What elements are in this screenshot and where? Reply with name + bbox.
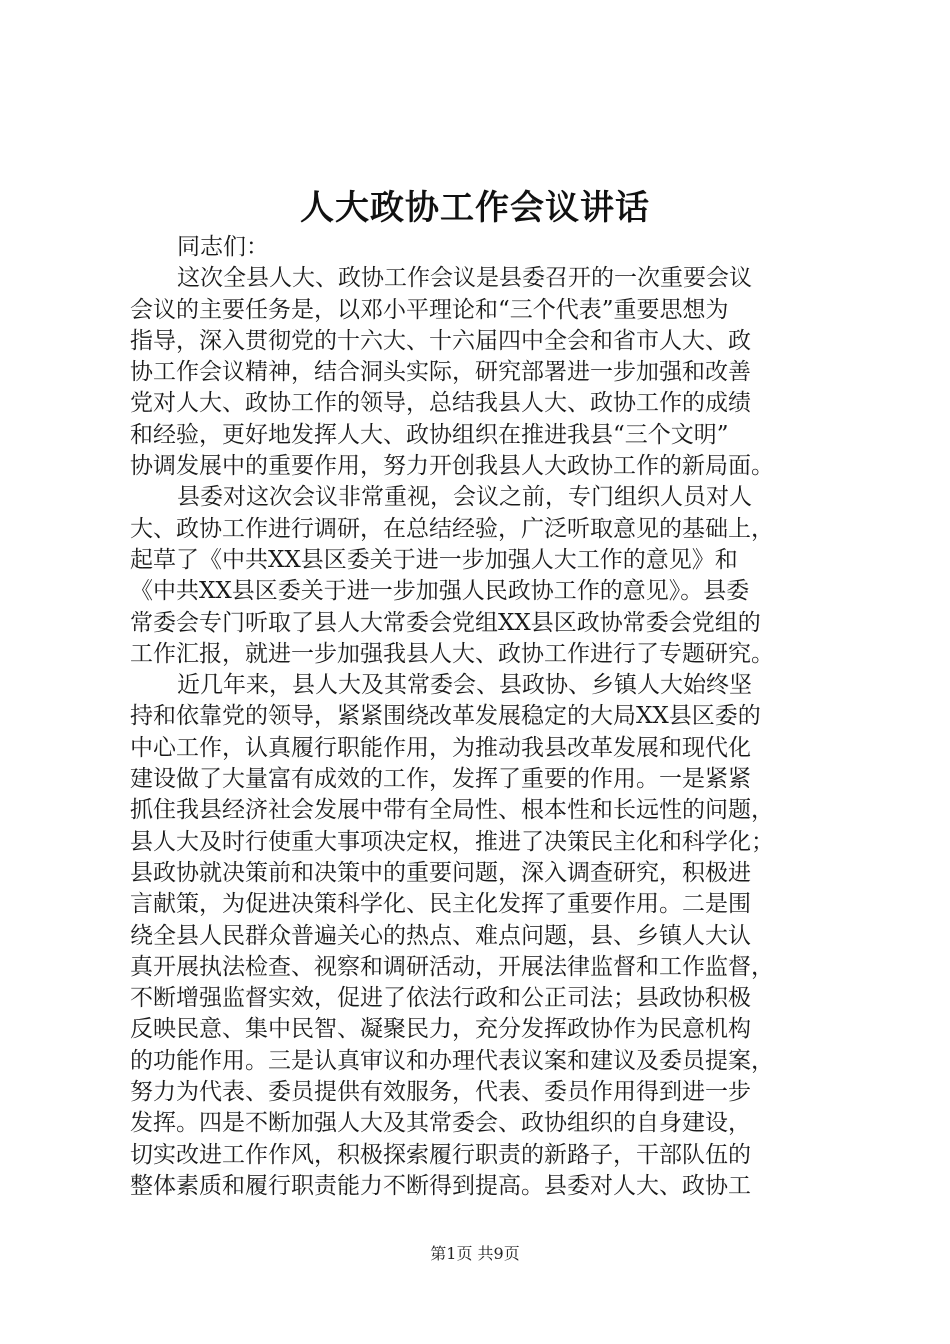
text-line: 建设做了大量富有成效的工作，发挥了重要的作用。一是紧紧 (130, 766, 751, 793)
text-line: 县委对这次会议非常重视，会议之前，专门组织人员对人 (177, 484, 752, 511)
text-line: 协调发展中的重要作用，努力开创我县人大政协工作的新局面。 (130, 453, 774, 480)
text-line: 不断增强监督实效，促进了依法行政和公正司法；县政协积极 (130, 985, 751, 1012)
text-line: 的功能作用。三是认真审议和办理代表议案和建议及委员提案， (130, 1047, 774, 1074)
document-body (130, 232, 842, 1202)
text-line: 抓住我县经济社会发展中带有全局性、根本性和长远性的问题， (130, 797, 774, 824)
text-line: 持和依靠党的领导，紧紧围绕改革发展稳定的大局XX县区委的 (130, 703, 761, 730)
document-title: 人大政协工作会议讲话 (300, 188, 650, 228)
text-line: 整体素质和履行职责能力不断得到提高。县委对人大、政协工 (130, 1172, 751, 1199)
text-line: 近几年来，县人大及其常委会、县政协、乡镇人大始终坚 (177, 672, 752, 699)
text-line: 起草了《中共XX县区委关于进一步加强人大工作的意见》和 (130, 546, 738, 573)
text-line: 切实改进工作作风，积极探索履行职责的新路子，干部队伍的 (130, 1141, 751, 1168)
text-line: 努力为代表、委员提供有效服务，代表、委员作用得到进一步 (130, 1079, 751, 1106)
page-footer: 第1页 共9页 (430, 1244, 520, 1263)
text-line: 指导，深入贯彻党的十六大、十六届四中全会和省市人大、政 (130, 327, 751, 354)
text-line: 大、政协工作进行调研，在总结经验，广泛听取意见的基础上， (130, 515, 774, 542)
text-line: 县人大及时行使重大事项决定权，推进了决策民主化和科学化； (130, 828, 774, 855)
text-line: 工作汇报，就进一步加强我县人大、政协工作进行了专题研究。 (130, 640, 774, 667)
text-line: 反映民意、集中民智、凝聚民力，充分发挥政协作为民意机构 (130, 1016, 751, 1043)
text-line: 《中共XX县区委关于进一步加强人民政协工作的意见》。县委 (130, 578, 750, 605)
text-line: 同志们： (177, 234, 269, 260)
text-line: 真开展执法检查、视察和调研活动，开展法律监督和工作监督， (130, 953, 774, 980)
text-line: 绕全县人民群众普遍关心的热点、难点问题，县、乡镇人大认 (130, 922, 751, 949)
text-line: 会议的主要任务是，以邓小平理论和“三个代表”重要思想为 (130, 296, 729, 323)
text-line: 党对人大、政协工作的领导，总结我县人大、政协工作的成绩 (130, 390, 751, 417)
text-line: 常委会专门听取了县人大常委会党组XX县区政协常委会党组的 (130, 609, 761, 636)
text-line: 言献策，为促进决策科学化、民主化发挥了重要作用。二是围 (130, 891, 751, 918)
text-line: 县政协就决策前和决策中的重要问题，深入调查研究，积极进 (130, 859, 751, 886)
text-line: 发挥。四是不断加强人大及其常委会、政协组织的自身建设， (130, 1110, 751, 1137)
text-line: 和经验，更好地发挥人大、政协组织在推进我县“三个文明” (130, 421, 729, 448)
text-line: 中心工作，认真履行职能作用，为推动我县改革发展和现代化 (130, 734, 751, 761)
text-line: 协工作会议精神，结合洞头实际，研究部署进一步加强和改善 (130, 359, 751, 386)
text-line: 这次全县人大、政协工作会议是县委召开的一次重要会议 (177, 265, 752, 292)
